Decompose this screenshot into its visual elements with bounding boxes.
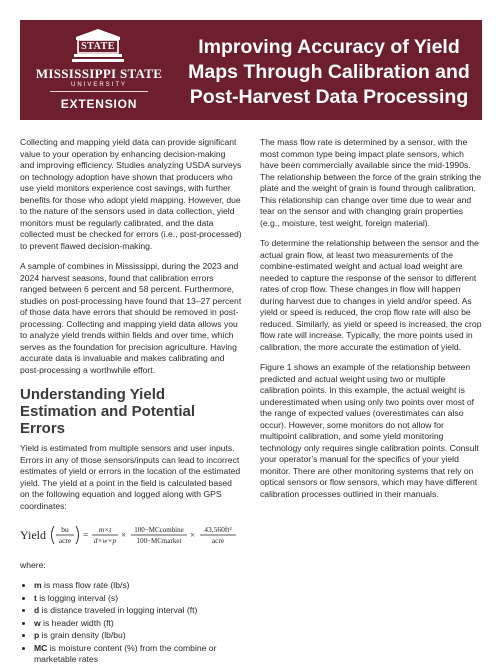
variable-item [34, 580, 242, 592]
variable-item [34, 630, 242, 642]
variable-item [34, 593, 242, 605]
title-line: Improving Accuracy of Yield [198, 36, 460, 58]
eq-unit-num: bu [61, 525, 69, 534]
eq-f3-den: acre [211, 536, 225, 545]
variable-list [20, 580, 242, 666]
figure-reference-paragraph: Figure 1 shows an example of the relationship between predicted and actual weight using two or multiple calibration points. In this example, the actual weight is underestimated when using only two points over most of the range of expected values (overestimates can also occur). However, some monitors do not allow for multipoint calibration, and some yield monitoring technology only requires single calibration points. Consult your operator’s manual for the specifics of your yield monitor. There are other monitoring systems that rely on optical sensors or flow sensors, which may have different calibration processes outlined in their manuals. [260, 362, 479, 499]
title-line: Maps Through Calibration and [188, 61, 470, 83]
university-subtitle: UNIVERSITY [70, 82, 127, 88]
svg-text:=: = [83, 530, 89, 540]
yield-equation [20, 522, 242, 548]
eq-f2-num: 100−MCcombine [134, 526, 184, 534]
variable-item [34, 605, 242, 617]
intro-paragraph: Collecting and mapping yield data can provide significant value to your operation by enhancing decision-making and improving efficiency. Studies analyzing USDA surveys on technology adoption have shown that producers who use yield monitors experience cost savings, with further benefits for those who adopt yield mapping. However, due to the nature of the sensors used in data collection, yield monitors must be regularly calibrated, and the data collected must be checked for errors (i.e., post-processed) to prevent flawed decision-making. [20, 137, 242, 251]
calibration-paragraph: To determine the relationship between the sensor and the actual grain flow, at least two measurements of the combine-estimated weight and actual load weight are needed to capture the response of the sensor to different rates of crop flow. These changes in flow will happen during harvest due to changes in yield and/or speed. As yield or speed is reduced, the crop flow rate will also be reduced. Similarly, as yield or speed is increased, the crop flow rate will increase. Typically, the more points used in calibration, the more accurate the estimation of yield. [260, 238, 482, 352]
variable-symbol: d [34, 605, 40, 615]
logo-divider [50, 91, 148, 92]
eq-f3-num: 43,560ft² [204, 525, 232, 534]
title-line: Post-Harvest Data Processing [189, 86, 469, 108]
variable-desc: is logging interval (s) [36, 592, 119, 603]
university-name: MISSISSIPPI STATE [35, 66, 163, 81]
header-banner [20, 20, 482, 120]
variable-symbol: w [34, 617, 41, 628]
svg-text:×: × [121, 530, 127, 540]
eq-lhs: Yield [20, 528, 46, 542]
where-label: where: [20, 559, 46, 570]
variable-desc: is grain density (lb/bu) [39, 630, 126, 640]
variable-desc: is header width (ft) [40, 617, 114, 628]
left-column [20, 137, 242, 667]
svg-text:Yield [20, 528, 46, 542]
sample-paragraph: A sample of combines in Mississippi, during the 2023 and 2024 harvest seasons, found that calibration errors ranged between 6 percent and 58 percent. Furthermore, studies on post-processing have found that 13–27 percent of those data have errors that should be removed in post-processing. Collecting and mapping yield data allows you to analyze yield trends within fields and over time, which serves as the foundation for precision agriculture. Having accurate data is invaluable and makes calibrating and post-processing a worthwhile effort. [20, 261, 242, 375]
yield-estimation-paragraph: Yield is estimated from multiple sensors and user inputs. Errors in any of those sensors/inputs can lead to incorrect estimates of yield or errors in the location of the estimated yield. The yield at a point in the field is calculated based on the following equation and logged along with GPS coordinates: [20, 443, 241, 511]
variable-symbol: m [34, 580, 42, 590]
msu-extension-logo [28, 28, 170, 114]
eq-unit-den: acre [58, 536, 72, 545]
variable-desc: is distance traveled in logging interval (ft) [39, 605, 198, 615]
variable-desc: is moisture content (%) from the combine or marketable rates [34, 642, 217, 664]
right-column [260, 137, 482, 509]
seal-text: STATE [81, 41, 115, 52]
eq-f1-num: m×t [98, 525, 112, 534]
variable-desc: is mass flow rate (lb/s) [41, 580, 130, 590]
page-title [180, 35, 478, 110]
variable-symbol: t [34, 592, 37, 603]
variable-item [34, 618, 242, 630]
variable-symbol: p [34, 630, 40, 640]
section-heading: Understanding Yield Estimation and Potential Errors [20, 386, 196, 437]
variable-symbol: MC [34, 642, 48, 653]
variable-item [34, 643, 242, 666]
eq-f1-den: d×w×p [93, 536, 117, 545]
mass-flow-paragraph: The mass flow rate is determined by a sensor, with the most common type being impact plate sensors, which have been commercially available since the mid-1990s. The relationship between the force of the grain striking the plate and the weight of grain is found through calibration. This relationship can change over time due to wear and tear on the sensor and with changing grain properties (e.g., moisture, test weight, foreign material). [260, 137, 482, 228]
svg-text:×: × [190, 530, 196, 540]
extension-label: EXTENSION [60, 97, 138, 111]
eq-f2-den: 100−MCmarket [136, 537, 182, 545]
